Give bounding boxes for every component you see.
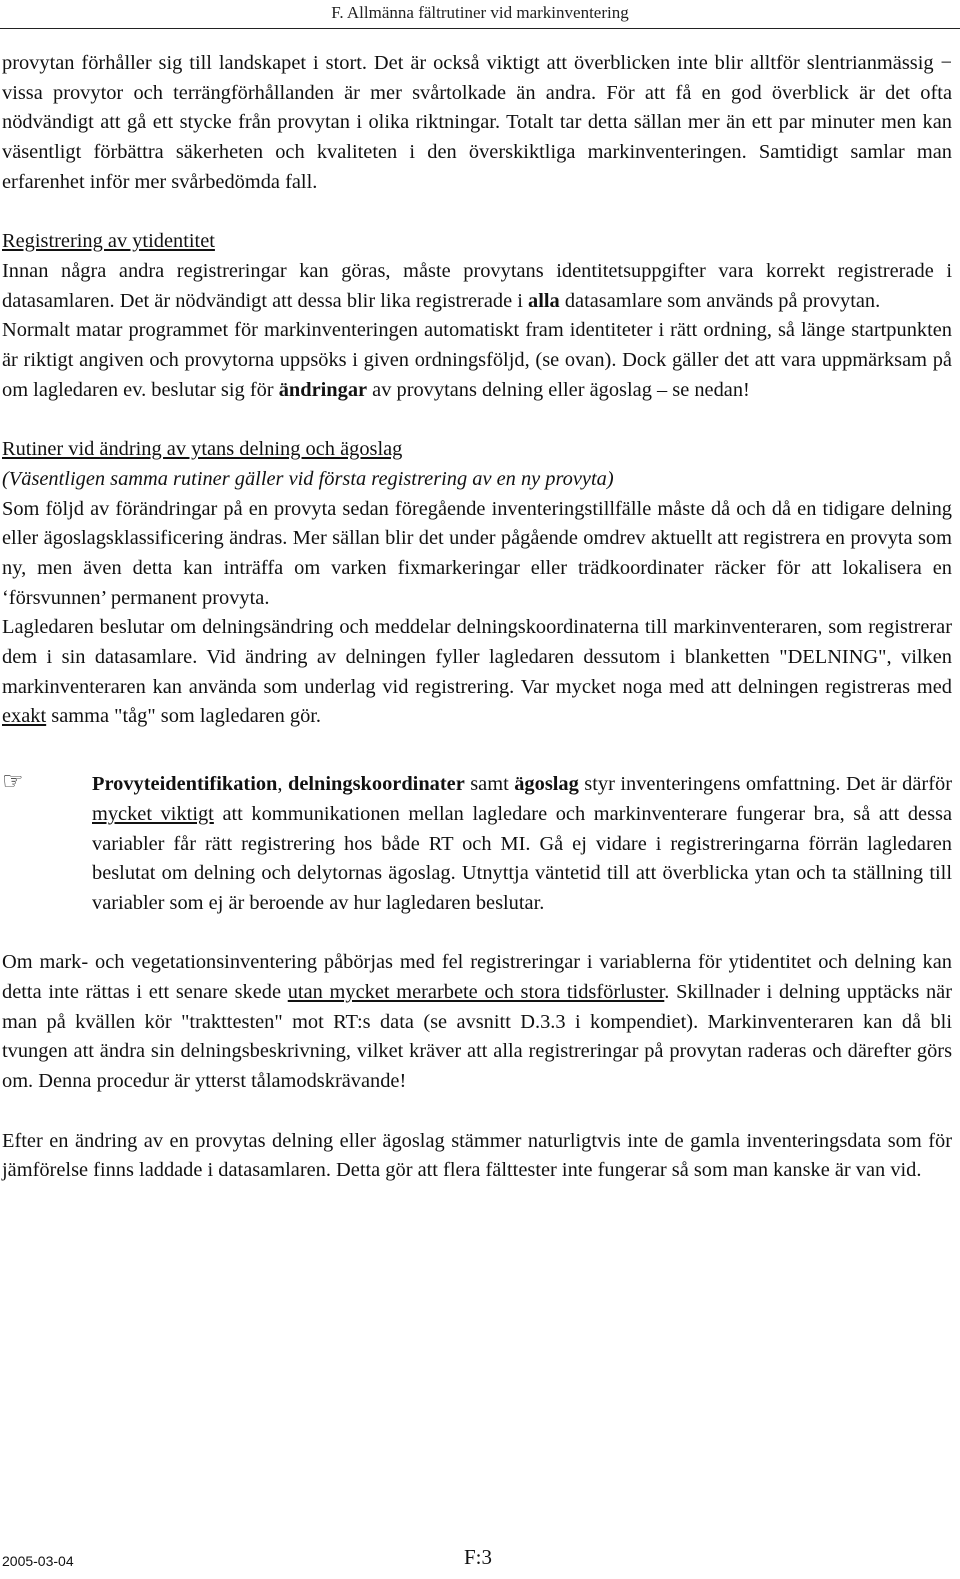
section-heading-rutiner: Rutiner vid ändring av ytans delning och ägoslag [2,438,403,461]
paragraph-registrering: Innan några andra registreringar kan göras, måste provytans identitetsuppgifter vara korrekt registrerade i datasamlaren. Det är nödvändigt att dessa blir lika registrerade i alla datasamlare som används på provytan. [2,259,952,312]
section-heading-ytidentitet: Registrering av ytidentitet [2,230,215,253]
paragraph-efter: Efter en ändring av en provytas delning eller ägoslag stämmer naturligtvis inte de gamla inventeringsdata som för jämförelse finns laddade i datasamlaren. Detta gör att flera fälttester inte fungerar så som man kanske är van vid. [2,1129,952,1182]
paragraph-normalt: Normalt matar programmet för markinventeringen automatiskt fram identiteter i rätt ordning, så länge startpunkten är riktigt angiven och provytorna uppsöks i given ordningsföljd, (se ovan). Dock gäller det att vara uppmärksam på om lagledaren ev. beslutar sig för ändringar av provytans delning eller ägoslag – se nedan! [2,319,952,401]
paragraph-om-mark: Om mark- och vegetationsinventering påbörjas med fel registreringar i variablerna för ytidentitet och delning kan detta inte rättas i ett senare skede utan mycket merarbete och stora tidsförluster. Skillnader i delning upptäcks när man på kvällen kör "trakttesten" mot RT:s data (se avsnitt D.3.3 i kompendiet). Markinventeraren kan då bli tvungen att ändra sin delningsbeskrivning, vilket kräver att alla registreringar på provytan raderas och därefter görs om. Denna procedur är ytterst tålamodskrävande! [2,951,952,1093]
paragraph-lagledaren: Lagledaren beslutar om delningsändring och meddelar delningskoordinaterna till markinventeraren, som registrerar dem i sin datasamlare. Vid ändring av delningen fyller lagledaren dessutom i blanketten "DELNING", vilken markinventeraren kan använda som underlag vid registrering. Var mycket noga med att delningen registreras med exakt samma "tåg" som lagledaren gör. [2,616,952,728]
page-number: F:3 [464,1545,493,1569]
paragraph-som-foljd: Som följd av förändringar på en provyta sedan föregående inventeringstillfälle måste då och då en tidigare delning eller ägoslagsklassificering ändras. Mer sällan blir det under pågående omdrev aktuellt att registrera en provyta som ny, men även detta kan inträffa om varken fixmarkeringar eller trädkoordinater räcker för att lokalisera en ‘försvunnen’ permanent provyta. [2,497,952,609]
document-body [2,49,952,1186]
page-header: F. Allmänna fältrutiner vid markinventering [331,3,629,22]
note-text: Provyteidentifikation, delningskoordinater samt ägoslag styr inventeringens omfattning. Det är därför mycket viktigt att kommunikationen mellan lagledare och markinventerare fungerar bra, så att dessa variabler får rätt registrering hos både RT och MI. Gå ej vidare i registreringarna förrän lagledaren beslutat om delning och delytornas ägoslag. Utnyttja väntetid till att överblicka ytan och ta ställning till variabler som ej är beroende av hur lagledaren beslutar. [92,773,952,914]
note-block [2,767,952,919]
intro-paragraph: provytan förhåller sig till landskapet i stort. Det är också viktigt att överblicken inte blir alltför slentrianmässig − vissa provytor och terrängförhållanden är mer svårtolkade än andra. För att få en god överblick är det ofta nödvändigt att gå ett stycke från provytan i olika riktningar. Totalt tar detta sällan mer än ett par minuter men kan väsentligt förbättra säkerheten och kvaliteten i den överskiktliga markinventeringen. Samtidigt samlar man erfarenhet inför mer svårbedömda fall. [2,52,952,193]
footer-date: 2005-03-04 [2,1553,74,1569]
section-subheading: (Väsentligen samma rutiner gäller vid första registrering av en ny provyta) [2,467,614,490]
pointing-hand-icon: ☞ [2,767,24,796]
header-divider [0,28,960,29]
emphasis-exakt: exakt [2,705,47,728]
emphasis-andringar: ändringar [278,378,368,401]
emphasis-alla: alla [528,289,560,312]
